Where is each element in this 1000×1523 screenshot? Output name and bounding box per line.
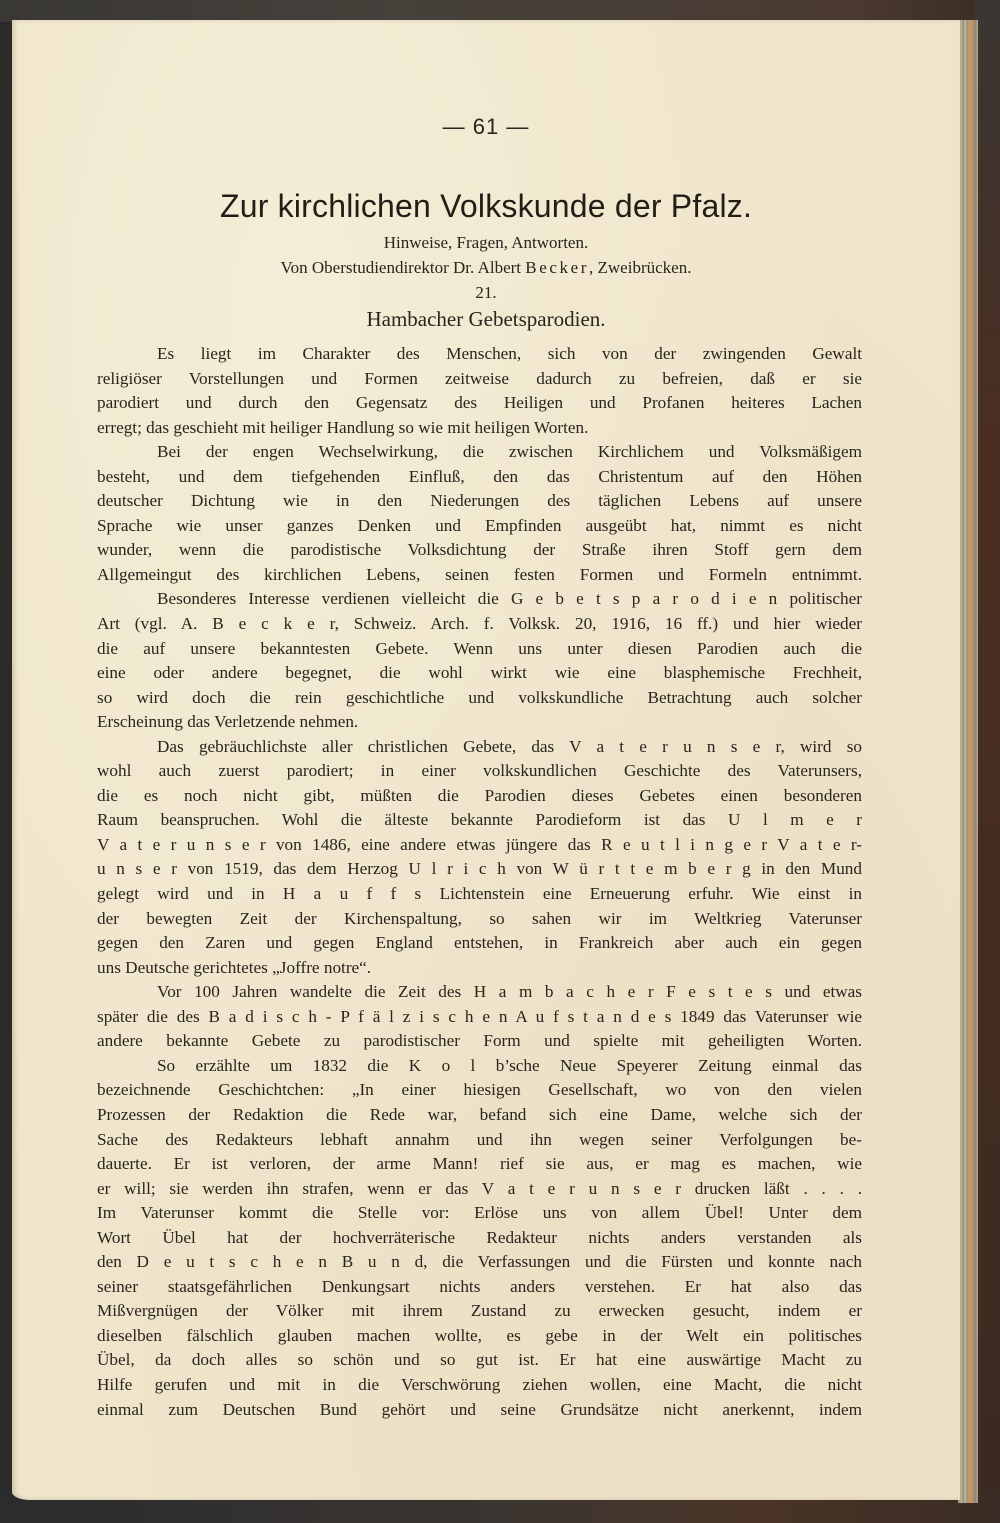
text-line: Allgemeingut des kirchlichen Lebens, seinen festen Formen und Formeln entnimmt. bbox=[97, 564, 862, 584]
text-line: Erscheinung das Verletzende nehmen. bbox=[97, 712, 359, 732]
text-line: seiner staatsgefährlichen Denkungsart nichts anders verstehen. Er hat also das bbox=[97, 1276, 862, 1296]
text-line: dauerte. Er ist verloren, der arme Mann! rief sie aus, er mag es machen, wie bbox=[97, 1154, 862, 1174]
text-line: religiöser Vorstellungen und Formen zeitweise dadurch zu befreien, daß er sie bbox=[97, 368, 862, 388]
text-line: Raum beanspruchen. Wohl die älteste bekannte Parodieform ist das U l m e r bbox=[97, 810, 862, 830]
text-line: Art (vgl. A. B e c k e r, Schweiz. Arch. f. Volksk. 20, 1916, 16 ff.) und hier wieder bbox=[97, 614, 862, 634]
text-line: bezeichnende Geschichtchen: „In einer hiesigen Gesellschaft, wo von den vielen bbox=[97, 1080, 862, 1100]
book-page bbox=[12, 20, 960, 1500]
text-line: Es liegt im Charakter des Menschen, sich von der zwingenden Gewalt bbox=[157, 344, 862, 363]
body-text bbox=[97, 342, 862, 1422]
text-line: Mißvergnügen der Völker mit ihrem Zustand zu erwecken gesucht, indem er bbox=[97, 1301, 862, 1321]
text-line: die es noch nicht gibt, müßten die Parodien dieses Gebetes einen besonderen bbox=[97, 785, 862, 805]
text-line: Sache des Redakteurs lebhaft annahm und ihn wegen seiner Verfolgungen be- bbox=[97, 1129, 862, 1149]
text-line: die auf unsere bekanntesten Gebete. Wenn uns unter diesen Parodien auch die bbox=[97, 638, 862, 658]
page-number: — 61 — bbox=[442, 114, 530, 139]
paragraph bbox=[97, 1054, 862, 1422]
text-line: Vor 100 Jahren wandelte die Zeit des H a m b a c h e r F e s t e s und etwas bbox=[157, 982, 862, 1002]
text-line: er will; sie werden ihn strafen, wenn er das V a t e r u n s e r drucken läßt . . . . bbox=[97, 1178, 862, 1198]
text-line: parodiert und durch den Gegensatz des Heiligen und Profanen heiteres Lachen bbox=[97, 393, 862, 413]
text-line: wunder, wenn die parodistische Volksdichtung der Straße ihren Stoff gern dem bbox=[97, 540, 862, 560]
paragraph bbox=[97, 980, 862, 1054]
text-line: Prozessen der Redaktion die Rede war, befand sich eine Dame, welche sich der bbox=[97, 1104, 862, 1124]
text-line: Wort Übel hat der hochverräterische Redakteur nichts anders verstanden als bbox=[97, 1227, 862, 1247]
text-line: V a t e r u n s e r von 1486, eine andere etwas jüngere das R e u t l i n g e r V a t e r- bbox=[97, 834, 862, 854]
text-line: dieselben fälschlich glauben machen wollte, es gebe in der Welt ein politisches bbox=[97, 1325, 862, 1345]
article-title: Zur kirchlichen Volkskunde der Pfalz. bbox=[219, 188, 753, 224]
book-binding-right bbox=[975, 0, 1000, 1523]
paragraph bbox=[97, 342, 862, 440]
text-line: eine oder andere begegnet, die wohl wirkt wie eine blasphemische Frechheit, bbox=[97, 663, 862, 683]
book-binding-top bbox=[0, 0, 1000, 22]
author-name: Becker bbox=[525, 258, 590, 277]
paragraph bbox=[97, 440, 862, 587]
text-line: Bei der engen Wechselwirkung, die zwischen Kirchlichem und Volksmäßigem bbox=[157, 442, 862, 462]
article-subtitle: Hinweise, Fragen, Antworten. bbox=[383, 233, 589, 252]
text-line: so wird doch die rein geschichtliche und volkskundliche Betrachtung auch solcher bbox=[97, 687, 862, 707]
text-line: gegen den Zaren und gegen England entstehen, in Frankreich aber auch ein gegen bbox=[97, 933, 862, 953]
text-line: u n s e r von 1519, das dem Herzog U l r i c h von W ü r t t e m b e r g in den Mund bbox=[97, 859, 862, 879]
text-line: Sprache wie unser ganzes Denken und Empfinden ausgeübt hat, nimmt es nicht bbox=[97, 515, 862, 535]
text-line: Im Vaterunser kommt die Stelle vor: Erlöse uns von allem Übel! Unter dem bbox=[97, 1203, 862, 1223]
section-title: Hambacher Gebetsparodien. bbox=[366, 307, 606, 331]
text-line: andere bekannte Gebete zu parodistischer Form und spielte mit geheiligten Worten. bbox=[97, 1031, 862, 1051]
text-line: einmal zum Deutschen Bund gehört und seine Grundsätze nicht anerkennt, indem bbox=[97, 1399, 862, 1419]
text-line: Hilfe gerufen und mit in die Verschwörung ziehen wollen, eine Macht, die nicht bbox=[97, 1374, 862, 1394]
byline-suffix: , Zweibrücken. bbox=[589, 258, 692, 277]
page-edges bbox=[958, 20, 978, 1503]
byline-prefix: Von Oberstudiendirektor Dr. Albert bbox=[280, 258, 526, 277]
text-line: den D e u t s c h e n B u n d, die Verfassungen und die Fürsten und konnte nach bbox=[97, 1252, 862, 1272]
text-line: Besonderes Interesse verdienen vielleicht die G e b e t s p a r o d i e n politischer bbox=[157, 589, 862, 609]
text-line: später die des B a d i s c h - P f ä l z i s c h e n A u f s t a n d e s 1849 das Vaterunser wie bbox=[97, 1006, 862, 1026]
author-byline bbox=[12, 258, 960, 278]
text-line: uns Deutsche gerichtetes „Joffre notre“. bbox=[97, 957, 372, 977]
paragraph bbox=[97, 587, 862, 734]
text-line: erregt; das geschieht mit heiliger Handlung so wie mit heiligen Worten. bbox=[97, 417, 589, 437]
text-line: der bewegten Zeit der Kirchenspaltung, so sahen wir im Weltkrieg Vaterunser bbox=[97, 908, 862, 928]
text-line: wohl auch zuerst parodiert; in einer volkskundlichen Geschichte des Vaterunsers, bbox=[97, 761, 862, 781]
text-line: besteht, und dem tiefgehenden Einfluß, den das Christentum auf den Höhen bbox=[97, 466, 862, 486]
text-line: gelegt wird und in H a u f f s Lichtenstein eine Erneuerung erfuhr. Wie einst in bbox=[97, 884, 862, 904]
paragraph bbox=[97, 735, 862, 980]
text-line: So erzählte um 1832 die K o l b’sche Neue Speyerer Zeitung einmal das bbox=[157, 1055, 862, 1075]
text-line: Übel, da doch alles so schön und so gut ist. Er hat eine auswärtige Macht zu bbox=[97, 1350, 862, 1370]
text-line: deutscher Dichtung wie in den Niederungen des täglichen Lebens auf unsere bbox=[97, 491, 862, 511]
text-line: Das gebräuchlichste aller christlichen Gebete, das V a t e r u n s e r, wird so bbox=[157, 736, 862, 756]
section-number: 21. bbox=[475, 283, 497, 302]
